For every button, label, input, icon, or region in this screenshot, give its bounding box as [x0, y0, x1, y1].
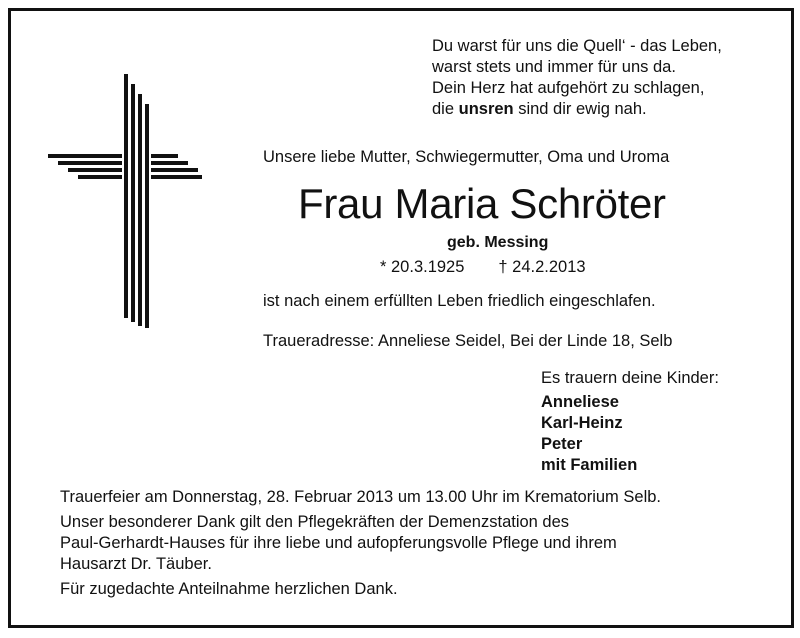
mourners-heading: Es trauern deine Kinder:	[541, 369, 719, 387]
thanks-line-2: Paul-Gerhardt-Hauses für ihre liebe und aufopferungsvolle Pflege und ihrem	[60, 534, 617, 552]
mourner-name: Anneliese	[541, 393, 619, 411]
mourners-list	[541, 392, 637, 476]
mourner-name: Karl-Heinz	[541, 414, 623, 432]
ceremony-text: Trauerfeier am Donnerstag, 28. Februar 2013 um 13.00 Uhr im Krematorium Selb.	[60, 488, 661, 506]
poem	[432, 36, 722, 120]
death-date: † 24.2.2013	[498, 258, 586, 276]
thanks-line-1: Unser besonderer Dank gilt den Pflegekräften der Demenzstation des	[60, 513, 570, 531]
mourning-address: Traueradresse: Anneliese Seidel, Bei der Linde 18, Selb	[263, 332, 673, 350]
intro-text: Unsere liebe Mutter, Schwiegermutter, Oma und Uroma	[263, 148, 670, 166]
poem-line-1: Du warst für uns die Quell‘ - das Leben,	[432, 37, 722, 55]
mourner-name: mit Familien	[541, 456, 638, 474]
poem-line-4-bold: unsren	[458, 100, 514, 118]
poem-line-2: warst stets und immer für uns da.	[432, 58, 676, 76]
maiden-name: geb. Messing	[447, 234, 549, 251]
poem-line-4	[432, 99, 722, 120]
poem-line-4-end: sind dir ewig nah.	[513, 100, 647, 118]
deceased-name: Frau Maria Schröter	[298, 180, 666, 227]
passed-text: ist nach einem erfüllten Leben friedlich eingeschlafen.	[263, 292, 656, 310]
birth-date: * 20.3.1925	[380, 258, 465, 276]
mourner-name: Peter	[541, 435, 583, 453]
life-dates	[380, 258, 586, 277]
footer-text	[60, 487, 661, 600]
poem-line-4-start: die	[432, 100, 459, 118]
poem-line-3: Dein Herz hat aufgehört zu schlagen,	[432, 79, 705, 97]
closing-text: Für zugedachte Anteilnahme herzlichen Dank.	[60, 580, 398, 598]
thanks-line-3: Hausarzt Dr. Täuber.	[60, 555, 212, 573]
cross-icon	[48, 74, 202, 328]
